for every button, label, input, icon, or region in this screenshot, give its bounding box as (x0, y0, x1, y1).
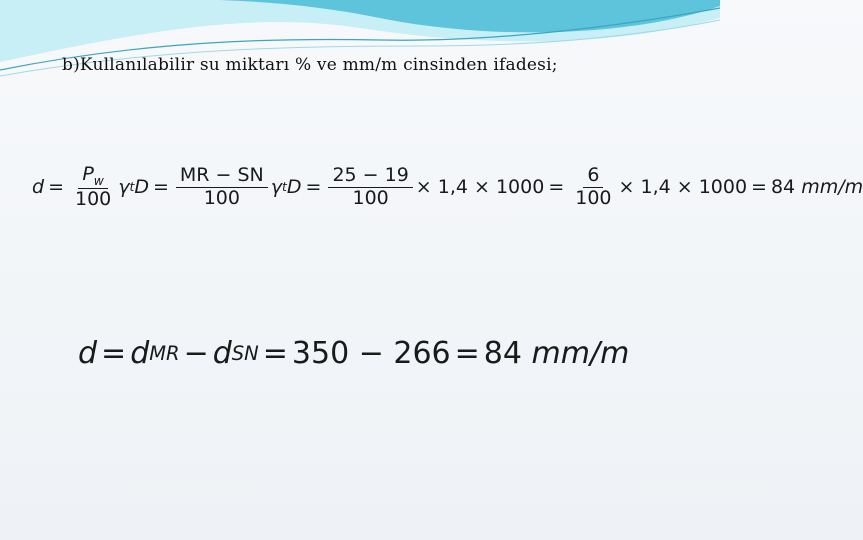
f4-den: 100 (575, 186, 612, 209)
d-sn-sub: SN (231, 342, 259, 365)
eq1-unit: mm/m (801, 176, 863, 199)
eq1-equals-1: = (48, 176, 64, 199)
pw-var: P (82, 163, 94, 185)
gamma-1: γ (118, 176, 130, 199)
eq2-equals-3: = (454, 336, 480, 371)
gamma-2: γ (270, 176, 283, 199)
eq2-result: 84 (483, 336, 522, 371)
eq2-calc: 350 − 266 (291, 336, 451, 371)
mr-sn-num: MR − SN (176, 165, 268, 188)
d-mr-sub: MR (149, 342, 180, 365)
equation-difference-form (78, 336, 629, 371)
d-var-1: D (134, 176, 149, 199)
multiplier-2: × 1,4 × 1000 (618, 176, 748, 199)
fraction-6 (571, 165, 615, 210)
f3-num: 25 − 19 (328, 165, 412, 188)
gamma-sub-2: t (282, 180, 287, 195)
eq1-lhs: d (32, 176, 45, 199)
eq1-result: 84 (770, 176, 796, 199)
gamma-sub-1: t (129, 180, 135, 195)
mr-sn-den: 100 (203, 186, 240, 209)
multiplier-1: × 1,4 × 1000 (415, 176, 545, 199)
fraction-25-19 (328, 165, 412, 210)
equation-percent-form (32, 164, 863, 211)
eq2-unit: mm/m (531, 336, 630, 371)
d-var-2: D (286, 176, 302, 199)
pw-sub: w (93, 173, 104, 188)
f3-den: 100 (352, 186, 389, 209)
heading-text: b)Kullanılabilir su miktarı % ve mm/m cinsinden ifadesi; (62, 55, 558, 75)
eq2-equals-2: = (262, 336, 288, 371)
eq1-equals-4: = (548, 176, 565, 199)
eq2-minus: − (183, 336, 209, 371)
eq1-equals-3: = (305, 176, 322, 199)
eq1-equals-5: = (751, 176, 767, 199)
eq2-equals-1: = (101, 336, 127, 371)
f4-num: 6 (583, 165, 603, 188)
d-sn-var: d (212, 336, 232, 371)
d-mr-var: d (130, 336, 150, 371)
eq2-lhs: d (78, 336, 98, 371)
fraction-mr-sn (176, 165, 268, 210)
eq1-equals-2: = (152, 176, 169, 199)
pw-den: 100 (74, 187, 112, 210)
fraction-pw-over-100 (71, 164, 115, 211)
